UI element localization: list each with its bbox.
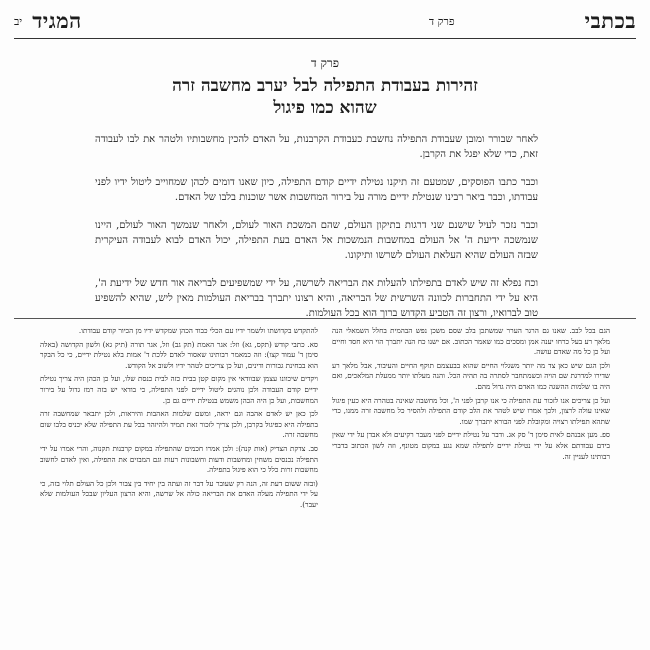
main-paragraph: לאחר שבורר ומובן שעבודת התפילה נחשבת כעבודת הקרבנות, על האדם להכין מחשבותיו ולטהר את לבו לעבודה זאת, כדי שלא יפגל את הקרבן.	[95, 134, 538, 160]
footnote: ספ. מען אבנהם לאית סימן ד' סק אג. ודבר על נטילת ידיים לפני מעבר רקיעים ולא אבדן על ידי שאין בידם עבודתם אלא על ידי נטילת ידיים לתפילה שמא נגע במקום מטונף, וזה לשון הכתוב בדברי רבותינו לעניין זה.	[332, 430, 610, 461]
footnote-divider	[14, 318, 636, 319]
page-number: יב	[14, 14, 23, 28]
footnote: (ובזה ששום דעת זה, הנה רק שעובר על דבר זה ועתה בין יחיד בין צבור ולכן כל העולם תלוי בזה, כי על ידי התפילה מעלה האדם את הבריאה כולה אל שרשה, והיא הרצון העליון שבכל העולמות שלא יעבר).	[40, 478, 318, 509]
main-paragraph: וכח נפלא זה שיש לאדם בתפילתו להעלות את הבריאה לשרשה, על ידי שמשפיעים לבריאה אור חדש של ידיעת ה', היא על ידי התחברות לכוונה השרשית של הבריאה, והיא רצונו יתברך בבריאת העולמות מאין ליש, שהיא להשפיע טוב לברואיו, ורצון זה הטביע הקדוש ברוך הוא בכל העולמות.	[95, 278, 538, 319]
footnote: ויקדים שיכוונו עצמן שבוודאי אין מקום קטן בבית כזה לבית כנסת שלו, ועל כן הכהן היה צריך נטילת ידיים קודם העבודה ולכן נוהגים ליטול ידיים לפני התפילה, כי בודאי יש בזה רמז גדול על בירור המחשבות, ועל כן היה הכהן משמש בנטילת ידיים גם כן.	[40, 374, 318, 405]
main-paragraph: וכבר כתבו הפוסקים, שמטעם זה תיקנו נטילת ידיים קודם התפילה, כיון שאנו דומים לכהן שמחוייב ליטול ידיו לפני עבודתו, וכבר ביאר רבינו שנטילת ידיים מורה על בירור המחשבות אשר שוכנות בלבו של האדם.	[95, 177, 538, 203]
footnote: סא. כתבי קודש (תקס, גא) וזל: אגר האמת (תק גב) וזל, אגר תורה (תיק גא) ולשון הקדושה (באלה סימן ד' עמוד קצו): וזה כמאמר רבותינו שאסור לאדם ללכת ד' אמות בלא נטילת ידיים, כי כל הבקר הוא בבחינת גבורות ודינים, ועל כן צריכים לטהר ידיו ולשוב אל הקודש.	[40, 339, 318, 370]
header-left	[14, 8, 82, 34]
header-right	[429, 8, 636, 34]
footnote: להתקדש בקדושתו ולשמר ידיו עם הכלי כבוד הכהן שמקדש ידיו מן הכיור קודם עבודתו.	[78, 326, 318, 335]
header-rule	[14, 38, 636, 39]
header-book-name: בכתבי	[584, 8, 636, 33]
header-chapter-ref: פרק ד	[428, 14, 455, 28]
footnote: הגם בכל לבב. שאנו גם הרגר הערר שמשתכן בלב שסם משכן נפש הבהמית בחלל השמאלי הנה מלאך רע בעל כרחו יענה אמן ומסכים כמו שאמר הכתוב. אם ישנו כח הנה יתברך הוי היא חסד וחיים ועל כן כל מה שאדם עושה.	[332, 326, 610, 357]
footnotes	[40, 326, 610, 644]
chapter-heading	[0, 56, 650, 119]
footnote-column-right	[332, 326, 610, 644]
footnote: לכן כאן יש לאדם אהבה וגם יראה, ומשם שלמות האהבות והיראות, ולכן יתבאר שמחשבה זרה בתפילה היא כפיגול בקרבן, ולכן צריך לזכור זאת תמיד ולהיזהר בכל עת התפילה שלא יכניס בלבו שום מחשבה זרה.	[40, 409, 318, 440]
footnote: ועל כן צריכים אנו לזכור עת התפילה כי אנו קרבן לפני ה', וכל מחשבה שאינה בטהרה היא כעין פיגול שאינו עולה לרצון, ולכך אמרו שיש לטהר את הלב קודם התפילה ולהסיר כל מחשבה זרה ממנו, כדי שתהא תפילתו רצויה ומקובלת לפני הבורא יתברך שמו.	[332, 395, 610, 426]
footnote-column-left	[40, 326, 318, 644]
chapter-label: פרק ד	[310, 56, 340, 70]
main-text	[95, 132, 538, 334]
header-title: המגיד	[32, 8, 82, 33]
main-paragraph: וכבר נזכר לעיל שישנם שני דרגות בתיקון העולם, שהם המשכת האור לעולם, ולאחר שנמשך האור לעולם, היינו שנמשכה ידיעת ה' אל העולם במחשבות הנמשכות אל האדם בעת התפילה, יכול האדם לבוא לעבודה העיקרית שבזה העולם שהיא העלאת העולם לשרשו ותיקונו.	[95, 220, 538, 261]
footnote: סב. צדקת הצדיק (אות קנה): ולכן אמרו חכמים שהתפילה במקום קרבנות תקנוה, והרי אמרו על ידי התפילה נכנסים משחין ומחשבות ודעות וחשבונות רעות וגם המבזים את התפילה, ואין לאדם לחשוב מחשבות זרות כלל כי הוא פיגול בתפילה.	[40, 443, 318, 475]
chapter-title-line-1: זהירות בעבודת התפילה לבל יערב מחשבה זרה	[172, 76, 478, 96]
chapter-title-line-2: שהוא כמו פיגול	[273, 98, 377, 118]
page-header	[14, 6, 636, 36]
footnote: ולכן הגם שיש כאן צד מה יותר משגלוי החיים שהוא בבעצמם תוקף החיים והעיבוד, אבל מלאך רע שדירו למדרגת שם הויה וכשמתחבר לסתרה בה תהיה הכל. והנה מעלתו יותר ממעלת המלאכים, ואם היה בו שלמות ההשגה כמו האדם היה גדול מהם.	[332, 360, 610, 391]
